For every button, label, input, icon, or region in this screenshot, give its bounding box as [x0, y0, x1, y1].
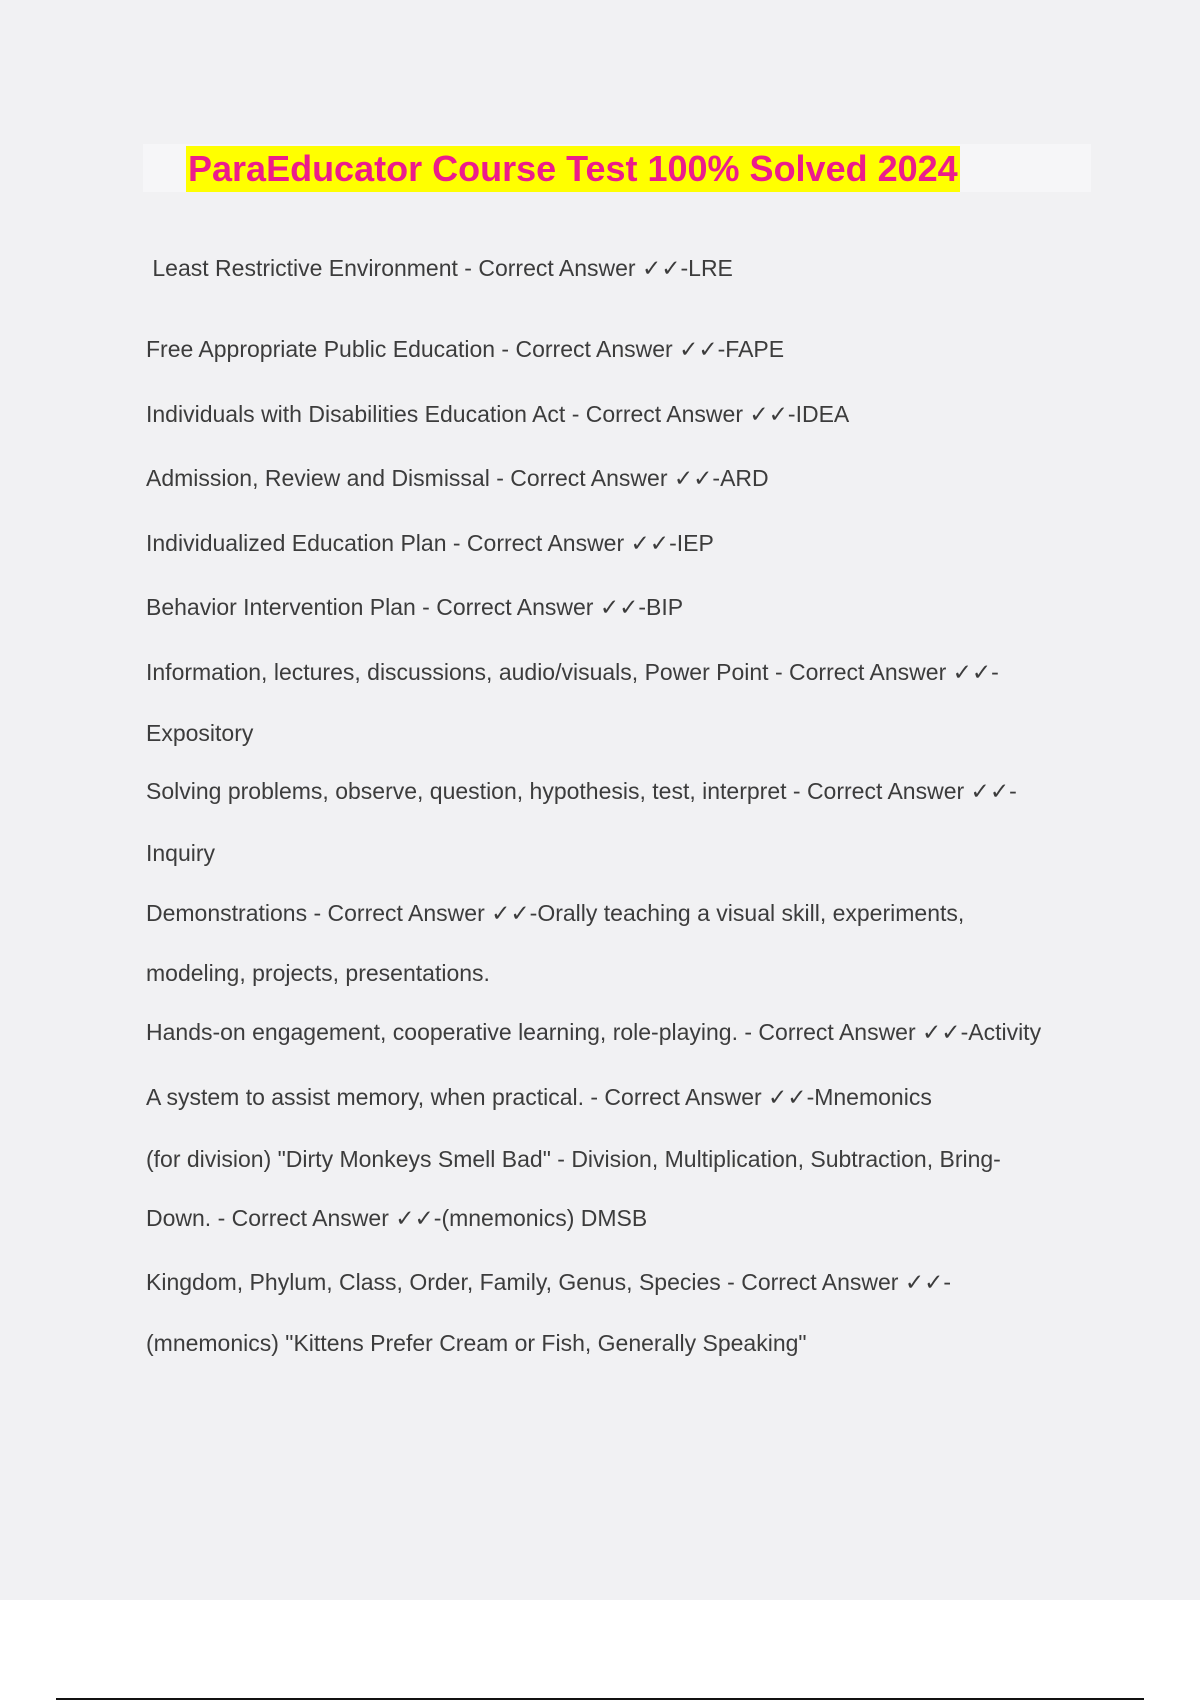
document-title: ParaEducator Course Test 100% Solved 2024 [186, 146, 960, 192]
qa-line-13: Kingdom, Phylum, Class, Order, Family, Genus, Species - Correct Answer ✓✓- [146, 1269, 952, 1295]
qa-line-8-continued: Inquiry [146, 840, 216, 866]
qa-line-13-continued: (mnemonics) "Kittens Prefer Cream or Fish, Generally Speaking" [146, 1330, 807, 1356]
qa-line-2: Free Appropriate Public Education - Correct Answer ✓✓-FAPE [146, 336, 785, 362]
qa-line-7-continued: Expository [146, 720, 254, 746]
qa-line-10: Hands-on engagement, cooperative learning, role-playing. - Correct Answer ✓✓-Activity [146, 1019, 1042, 1045]
qa-line-4: Admission, Review and Dismissal - Correct Answer ✓✓-ARD [146, 465, 769, 491]
qa-line-11: A system to assist memory, when practical. - Correct Answer ✓✓-Mnemonics [146, 1084, 932, 1110]
qa-line-5: Individualized Education Plan - Correct Answer ✓✓-IEP [146, 530, 714, 556]
qa-line-1: Least Restrictive Environment - Correct Answer ✓✓-LRE [146, 255, 733, 281]
qa-line-8: Solving problems, observe, question, hypothesis, test, interpret - Correct Answer ✓✓- [146, 778, 1017, 804]
qa-line-3: Individuals with Disabilities Education Act - Correct Answer ✓✓-IDEA [146, 401, 850, 427]
qa-line-12-continued: Down. - Correct Answer ✓✓-(mnemonics) DMSB [146, 1205, 648, 1231]
qa-line-7: Information, lectures, discussions, audio/visuals, Power Point - Correct Answer ✓✓- [146, 659, 999, 685]
qa-line-9-continued: modeling, projects, presentations. [146, 960, 490, 986]
qa-line-12: (for division) "Dirty Monkeys Smell Bad" - Division, Multiplication, Subtraction, Bring- [146, 1146, 1001, 1172]
qa-line-6: Behavior Intervention Plan - Correct Answer ✓✓-BIP [146, 594, 684, 620]
qa-line-9: Demonstrations - Correct Answer ✓✓-Orally teaching a visual skill, experiments, [146, 900, 965, 926]
